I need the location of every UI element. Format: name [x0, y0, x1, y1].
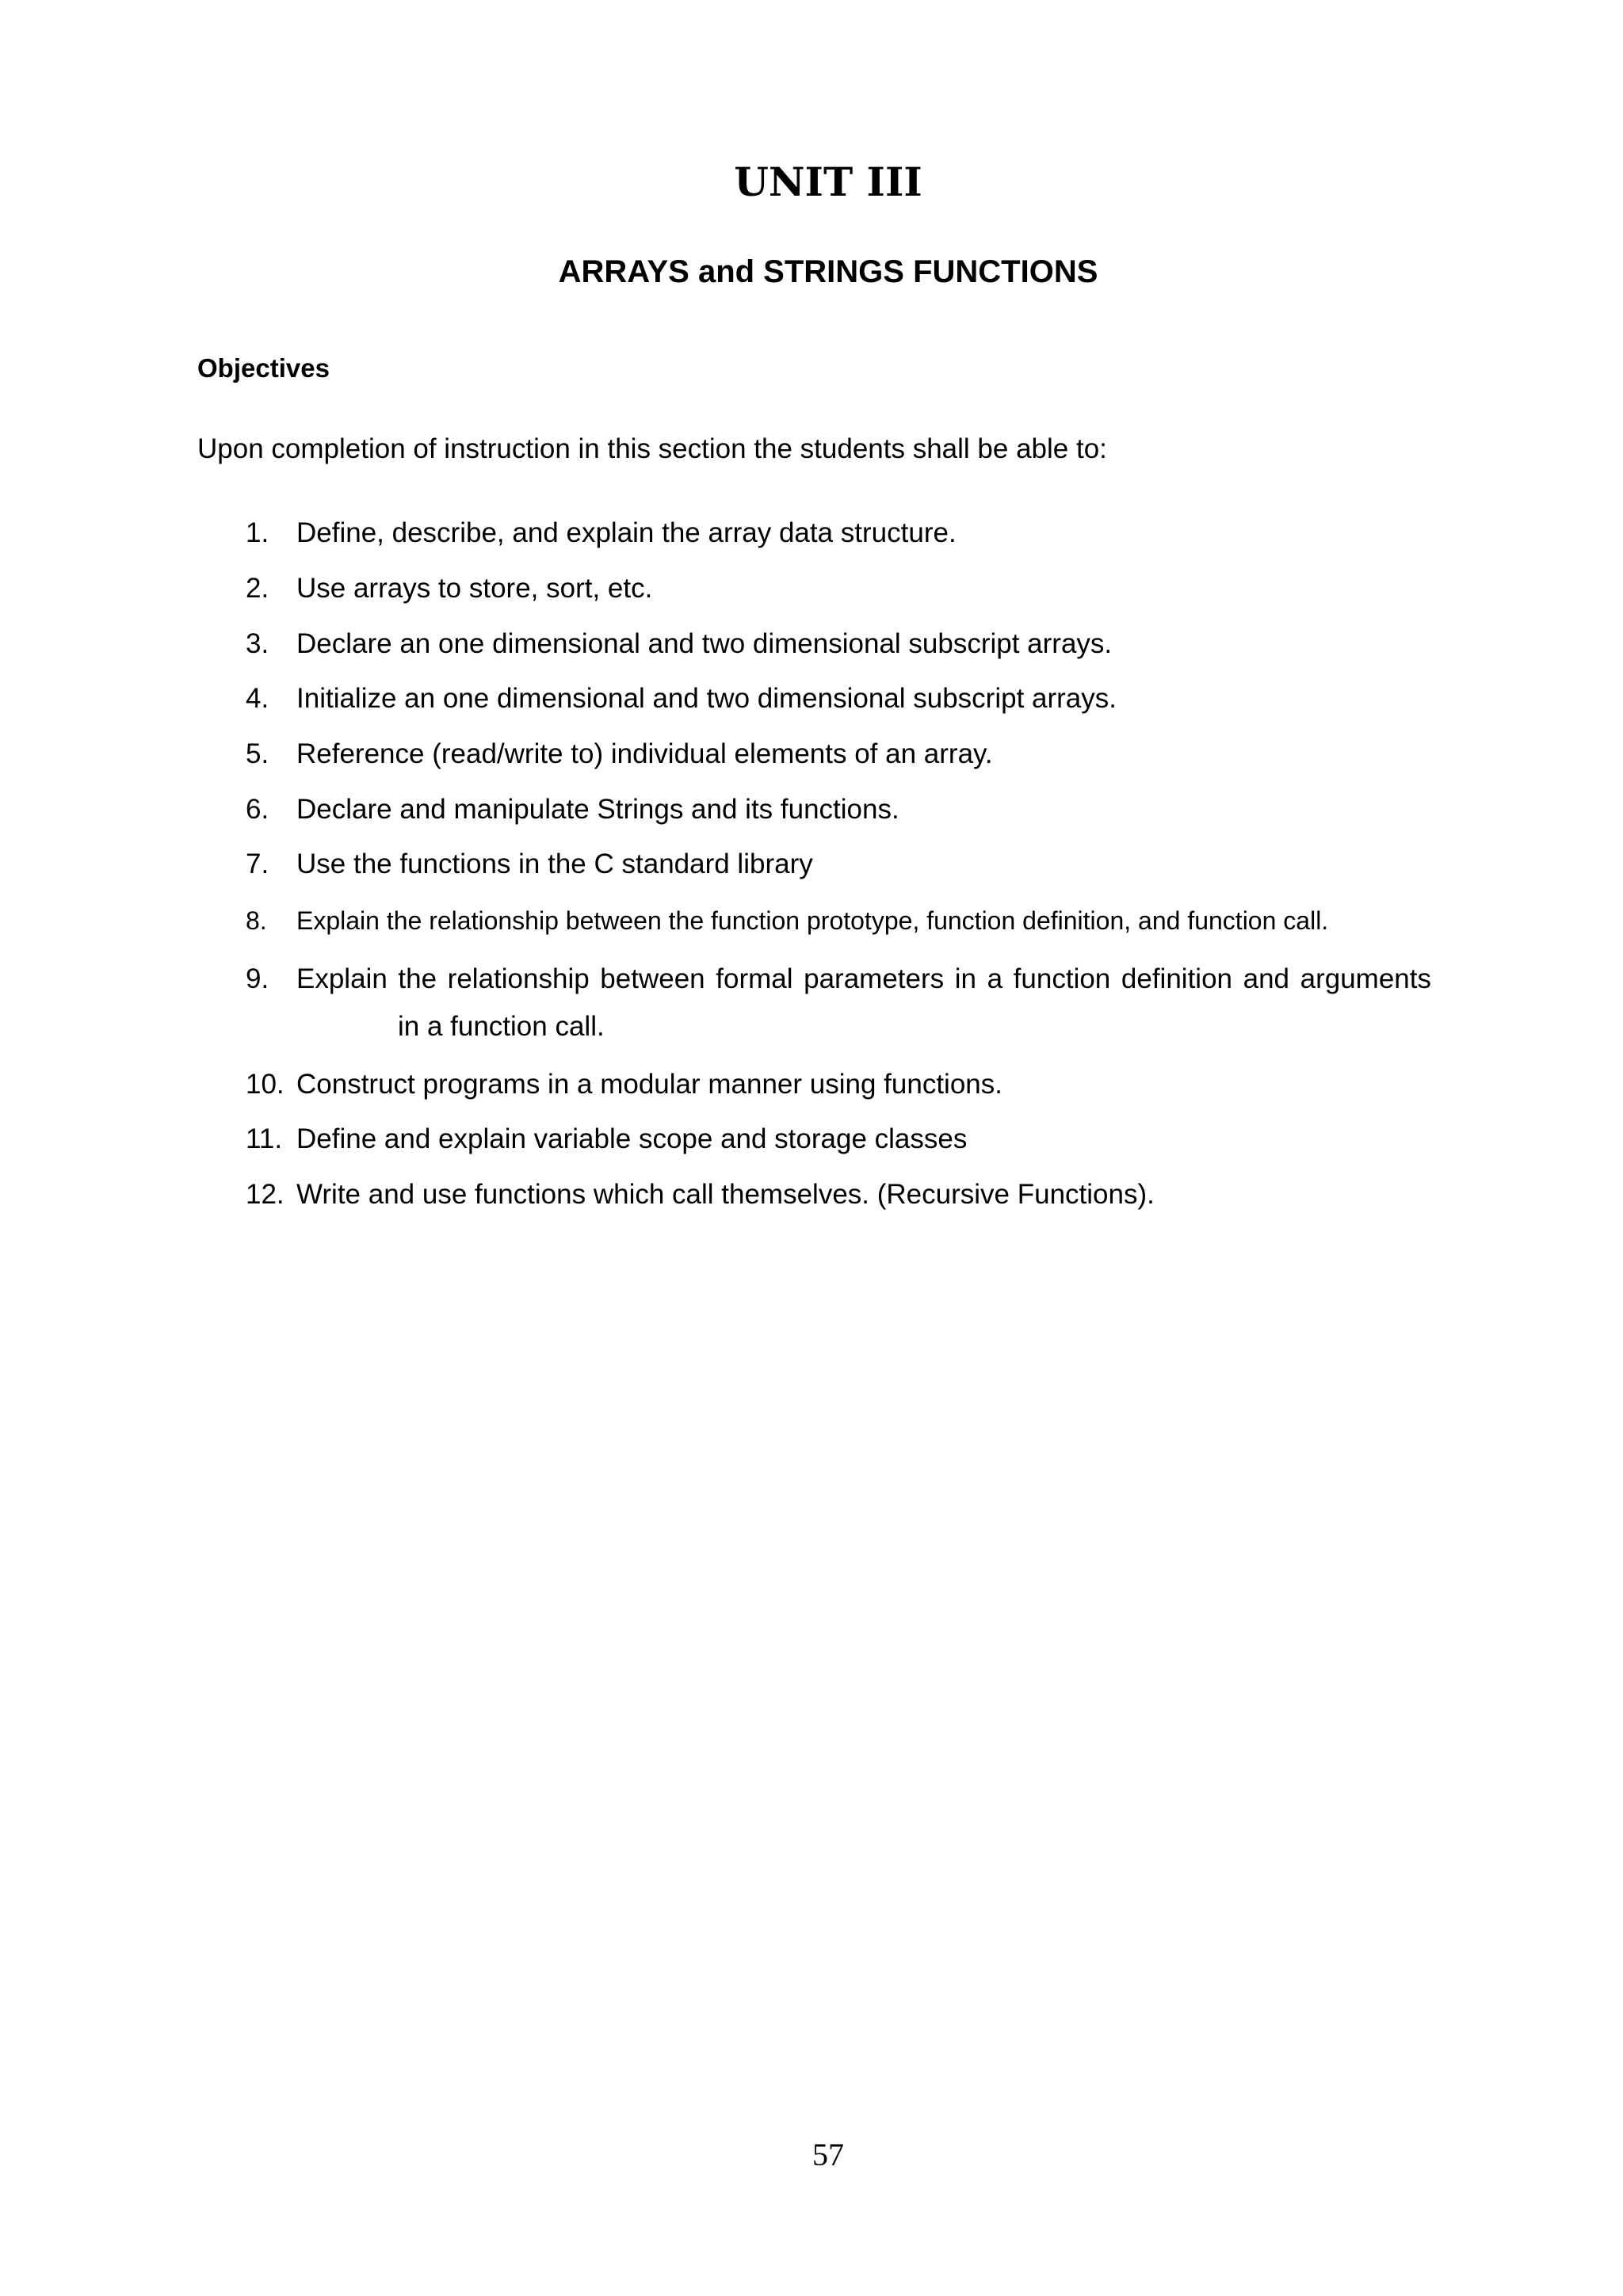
- objective-number: 12.: [246, 1179, 285, 1210]
- objective-item: [0, 965, 1623, 1003]
- objective-text: Define, describe, and explain the array data structure.: [296, 517, 957, 548]
- objective-item: [0, 1070, 1623, 1108]
- objective-item: [0, 519, 1623, 557]
- objective-text: Declare an one dimensional and two dimensional subscript arrays.: [296, 628, 1113, 659]
- objective-item: [0, 574, 1623, 612]
- objective-text: Initialize an one dimensional and two dimensional subscript arrays.: [296, 683, 1117, 714]
- objective-number: 9.: [246, 963, 269, 994]
- objective-text: Construct programs in a modular manner using functions.: [296, 1069, 1002, 1100]
- objective-number: 3.: [246, 628, 269, 659]
- objectives-heading: Objectives: [197, 353, 330, 383]
- page-number: 57: [812, 2137, 844, 2172]
- objective-text: Declare and manipulate Strings and its functions.: [296, 794, 899, 825]
- objective-number: 1.: [246, 517, 269, 548]
- objective-continuation: in a function call.: [398, 1011, 605, 1042]
- objective-number: 6.: [246, 794, 269, 825]
- section-title: ARRAYS and STRINGS FUNCTIONS: [558, 254, 1098, 289]
- objective-item: [0, 685, 1623, 723]
- objective-number: 2.: [246, 573, 269, 604]
- intro-paragraph: Upon completion of instruction in this section the students shall be able to:: [197, 433, 1107, 464]
- objective-item: [0, 795, 1623, 833]
- objective-item: [0, 740, 1623, 778]
- objective-text: Explain the relationship between the function prototype, function definition, and function call.: [296, 906, 1329, 935]
- objective-number: 7.: [246, 849, 269, 879]
- objective-text: Define and explain variable scope and storage classes: [296, 1123, 968, 1154]
- objective-text: Use the functions in the C standard library: [296, 849, 813, 879]
- objective-number: 11.: [246, 1123, 283, 1154]
- objective-number: 5.: [246, 738, 269, 769]
- objective-text: Reference (read/write to) individual elements of an array.: [296, 738, 993, 769]
- objective-number: 8.: [246, 906, 267, 935]
- objective-text: Write and use functions which call themselves. (Recursive Functions).: [296, 1179, 1155, 1210]
- objective-item: [0, 908, 1623, 946]
- objective-text: Use arrays to store, sort, etc.: [296, 573, 653, 604]
- objective-number: 4.: [246, 683, 269, 714]
- unit-title: UNIT III: [734, 158, 922, 205]
- objective-item: [0, 850, 1623, 888]
- objective-text: Explain the relationship between formal parameters in a function definition and arguments: [296, 963, 1431, 994]
- objective-item: [0, 630, 1623, 668]
- objective-item: [0, 1125, 1623, 1163]
- objective-number: 10.: [246, 1069, 285, 1100]
- objective-item: [0, 1180, 1623, 1219]
